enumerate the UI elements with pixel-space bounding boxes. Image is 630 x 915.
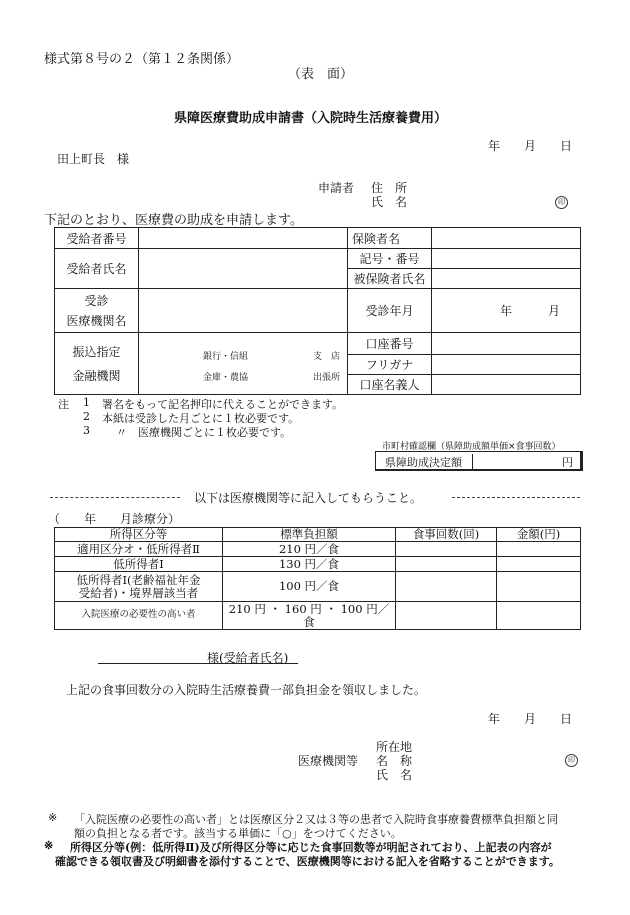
institution-name-label: 氏 名: [376, 768, 413, 782]
clinic-label-line1: 受診: [84, 293, 109, 308]
applicant-name-label: 氏 名: [371, 195, 408, 209]
receipt-statement: 上記の食事回数分の入院時生活療養費一部負担金を領収しました。: [66, 683, 427, 697]
recipient-number-label: 受給者番号: [55, 228, 139, 249]
amount-field[interactable]: [497, 572, 581, 602]
row-standard-amount: 130 円／食: [223, 557, 396, 572]
page-title: 県障医療費助成申請書（入院時生活療養費用）: [174, 111, 448, 126]
table-row: [55, 602, 581, 630]
row-category: 適用区分オ・低所得者Ⅱ: [55, 542, 223, 557]
account-number-label: 口座番号: [348, 333, 432, 355]
note-3-number: 3: [83, 424, 90, 437]
symbol-number-field[interactable]: [432, 249, 581, 269]
insured-name-field[interactable]: [432, 269, 581, 289]
row-standard-amount: 100 円／食: [223, 572, 396, 602]
header-meal-count: 食事回数(回): [396, 528, 497, 542]
row-standard-amount: 210 円 ・ 160 円 ・ 100 円／食: [223, 602, 396, 630]
clinic-field[interactable]: [139, 289, 348, 333]
insurer-field[interactable]: [432, 228, 581, 249]
table-row: [55, 572, 581, 602]
meal-cost-table: [54, 527, 581, 630]
application-table: [54, 227, 581, 395]
table-row: [55, 557, 581, 572]
header-amount: 金額(円): [497, 528, 581, 542]
account-number-field[interactable]: [432, 333, 581, 355]
footnote-1-mark: ※: [48, 811, 58, 824]
note-1-number: 1: [83, 396, 90, 409]
branch-type-a: 支 店: [313, 352, 341, 362]
confirm-unit: 円: [562, 456, 573, 469]
amount-field[interactable]: [497, 557, 581, 572]
note-2: 本紙は受診した月ごとに１枚必要です。: [102, 412, 300, 425]
treatment-period: （ 年 月診療分）: [48, 512, 181, 526]
form-number: 様式第８号の２（第１２条関係）: [44, 52, 240, 67]
form-side: （表 面）: [288, 67, 354, 82]
account-holder-label: 口座名義人: [348, 375, 432, 395]
note-1: 署名をもって記名押印に代えることができます。: [102, 398, 344, 411]
row-standard-amount: 210 円／食: [223, 542, 396, 557]
footnote-2-line1: 所得区分等(例：低所得Ⅱ)及び所得区分等に応じた食事回数等が明記されており、上記表の内容が: [70, 841, 552, 854]
clinic-label-line2: 医療機関名: [66, 313, 127, 328]
institution-label: 医療機関等: [298, 754, 359, 768]
row-category: 低所得者Ⅰ: [55, 557, 223, 572]
meal-count-field[interactable]: [396, 572, 497, 602]
meal-count-field[interactable]: [396, 602, 497, 630]
addressee: 田上町長 様: [57, 152, 130, 166]
confirm-label: 県障助成決定額: [385, 456, 462, 469]
seal-icon: 印: [555, 196, 568, 209]
meal-count-field[interactable]: [396, 557, 497, 572]
visit-month-field[interactable]: 年 月: [432, 289, 581, 333]
bank-label-line2: 金融機関: [72, 368, 121, 383]
bank-field[interactable]: [139, 333, 348, 395]
bank-type-a: 銀行・信組: [203, 352, 249, 362]
account-holder-field[interactable]: [432, 375, 581, 395]
section-divider-text: 以下は医療機関等に記入してもらうこと。: [194, 491, 423, 505]
bank-type-b: 金庫・農協: [203, 373, 249, 383]
footnote-2-mark: ※: [44, 839, 54, 852]
bank-label: [55, 333, 139, 395]
row-category-line1: 低所得者Ⅰ(老齢福祉年金: [76, 572, 201, 587]
amount-field[interactable]: [497, 542, 581, 557]
row-category: 入院医療の必要性の高い者: [55, 602, 223, 630]
footnote-2-line2: 確認できる領収書及び明細書を添付することで、医療機関等における記入を省略することができます。: [55, 855, 560, 868]
furigana-field[interactable]: [432, 355, 581, 375]
institution-location-label: 所在地: [376, 740, 413, 754]
amount-field[interactable]: [497, 602, 581, 630]
seal-icon: 印: [565, 754, 578, 767]
applicant-address-label: 住 所: [371, 181, 408, 195]
visit-month-label: 受診年月: [348, 289, 432, 333]
header-category: 所得区分等: [55, 528, 223, 542]
confirm-divider: [472, 454, 473, 469]
divider-left: [50, 497, 180, 498]
application-date: 年 月 日: [488, 139, 573, 153]
row-category: [55, 572, 223, 602]
insurer-label: 保険者名: [348, 228, 432, 249]
footnote-1-line1: 「入院医療の必要性の高い者」とは医療区分２又は３等の患者で入院時食事療養費標準負担額と同: [74, 813, 558, 826]
recipient-number-field[interactable]: [139, 228, 348, 249]
symbol-number-label: 記号・番号: [348, 249, 432, 269]
confirm-box[interactable]: [375, 451, 583, 471]
divider-right: [452, 497, 580, 498]
branch-type-b: 出張所: [313, 373, 341, 383]
note-head: 注: [58, 398, 69, 411]
header-standard-amount: 標準負担額: [223, 528, 396, 542]
clinic-label: [55, 289, 139, 333]
insured-name-label: 被保険者氏名: [348, 269, 432, 289]
institution-title-label: 名 称: [376, 754, 413, 768]
footnote-1-line2: 額の負担となる者です。該当する単価に「○」をつけてください。: [74, 827, 402, 840]
note-3-ditto: 〃: [116, 426, 127, 439]
furigana-label: フリガナ: [348, 355, 432, 375]
table-row: [55, 542, 581, 557]
recipient-name-suffix: 様(受給者氏名): [207, 651, 289, 665]
row-category-line2: 受給者)・境界層該当者: [78, 585, 199, 600]
recipient-name-field[interactable]: [139, 249, 348, 289]
bank-label-line1: 振込指定: [72, 344, 121, 359]
meal-count-field[interactable]: [396, 542, 497, 557]
applicant-label: 申請者: [318, 181, 355, 195]
recipient-name-label: 受給者氏名: [55, 249, 139, 289]
note-3: 医療機関ごとに１枚必要です。: [138, 426, 292, 439]
receipt-date: 年 月 日: [488, 712, 573, 726]
confirm-caption: 市町村確認欄（県障助成額単価×食事回数）: [382, 442, 561, 452]
note-2-number: 2: [83, 410, 90, 423]
intro-text: 下記のとおり、医療費の助成を申請します。: [44, 213, 303, 228]
